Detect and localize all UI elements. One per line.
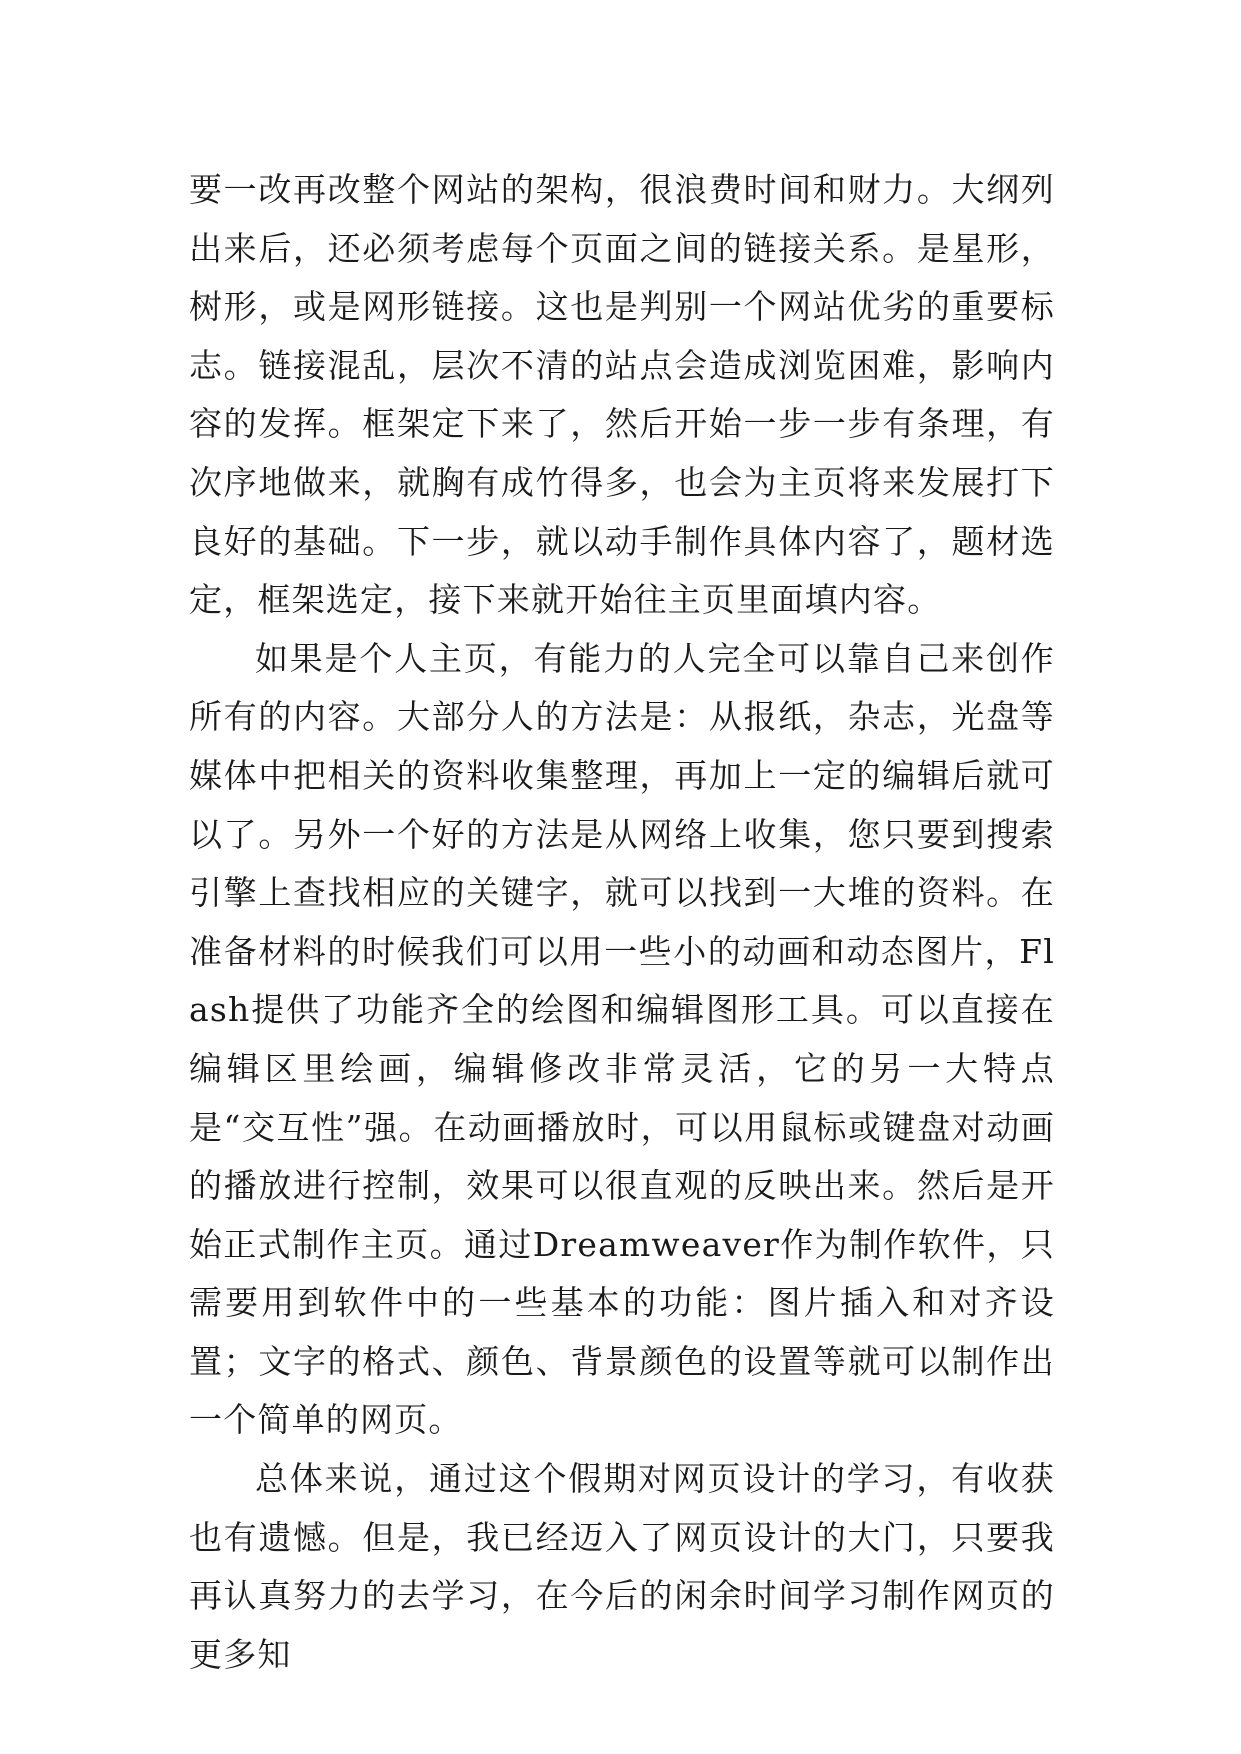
paragraph-1: 要一改再改整个网站的架构，很浪费时间和财力。大纲列出来后，还必须考虑每个页面之间的链接关系。是星形，树形，或是网形链接。这也是判别一个网站优劣的重要标志。链接混乱，层次不清的站点会造成浏览困难，影响内容的发挥。框架定下来了，然后开始一步一步有条理，有次序地做来，就胸有成竹得多，也会为主页将来发展打下良好的基础。下一步，就以动手制作具体内容了，题材选定，框架选定，接下来就开始往主页里面填内容。 xyxy=(189,170,1055,620)
paragraph-2: 如果是个人主页，有能力的人完全可以靠自己来创作所有的内容。大部分人的方法是：从报纸，杂志，光盘等媒体中把相关的资料收集整理，再加上一定的编辑后就可以了。另外一个好的方法是从网络上收集，您只要到搜索引擎上查找相应的关键字，就可以找到一大堆的资料。在准备材料的时候我们可以用一些小的动画和动态图片，Flash提供了功能齐全的绘图和编辑图形工具。可以直接在编辑区里绘画，编辑修改非常灵活，它的另一大特点是“交互性”强。在动画播放时，可以用鼠标或键盘对动画的播放进行控制，效果可以很直观的反映出来。然后是开始正式制作主页。通过Dreamweaver作为制作软件，只需要用到软件中的一些基本的功能：图片插入和对齐设置；文字的格式、颜色、背景颜色的设置等就可以制作出一个简单的网页。 xyxy=(189,638,1055,1440)
document-body xyxy=(189,161,1055,1684)
paragraph-3: 总体来说，通过这个假期对网页设计的学习，有收获也有遗憾。但是，我已经迈入了网页设计的大门，只要我再认真努力的去学习，在今后的闲余时间学习制作网页的更多知 xyxy=(189,1459,1055,1674)
